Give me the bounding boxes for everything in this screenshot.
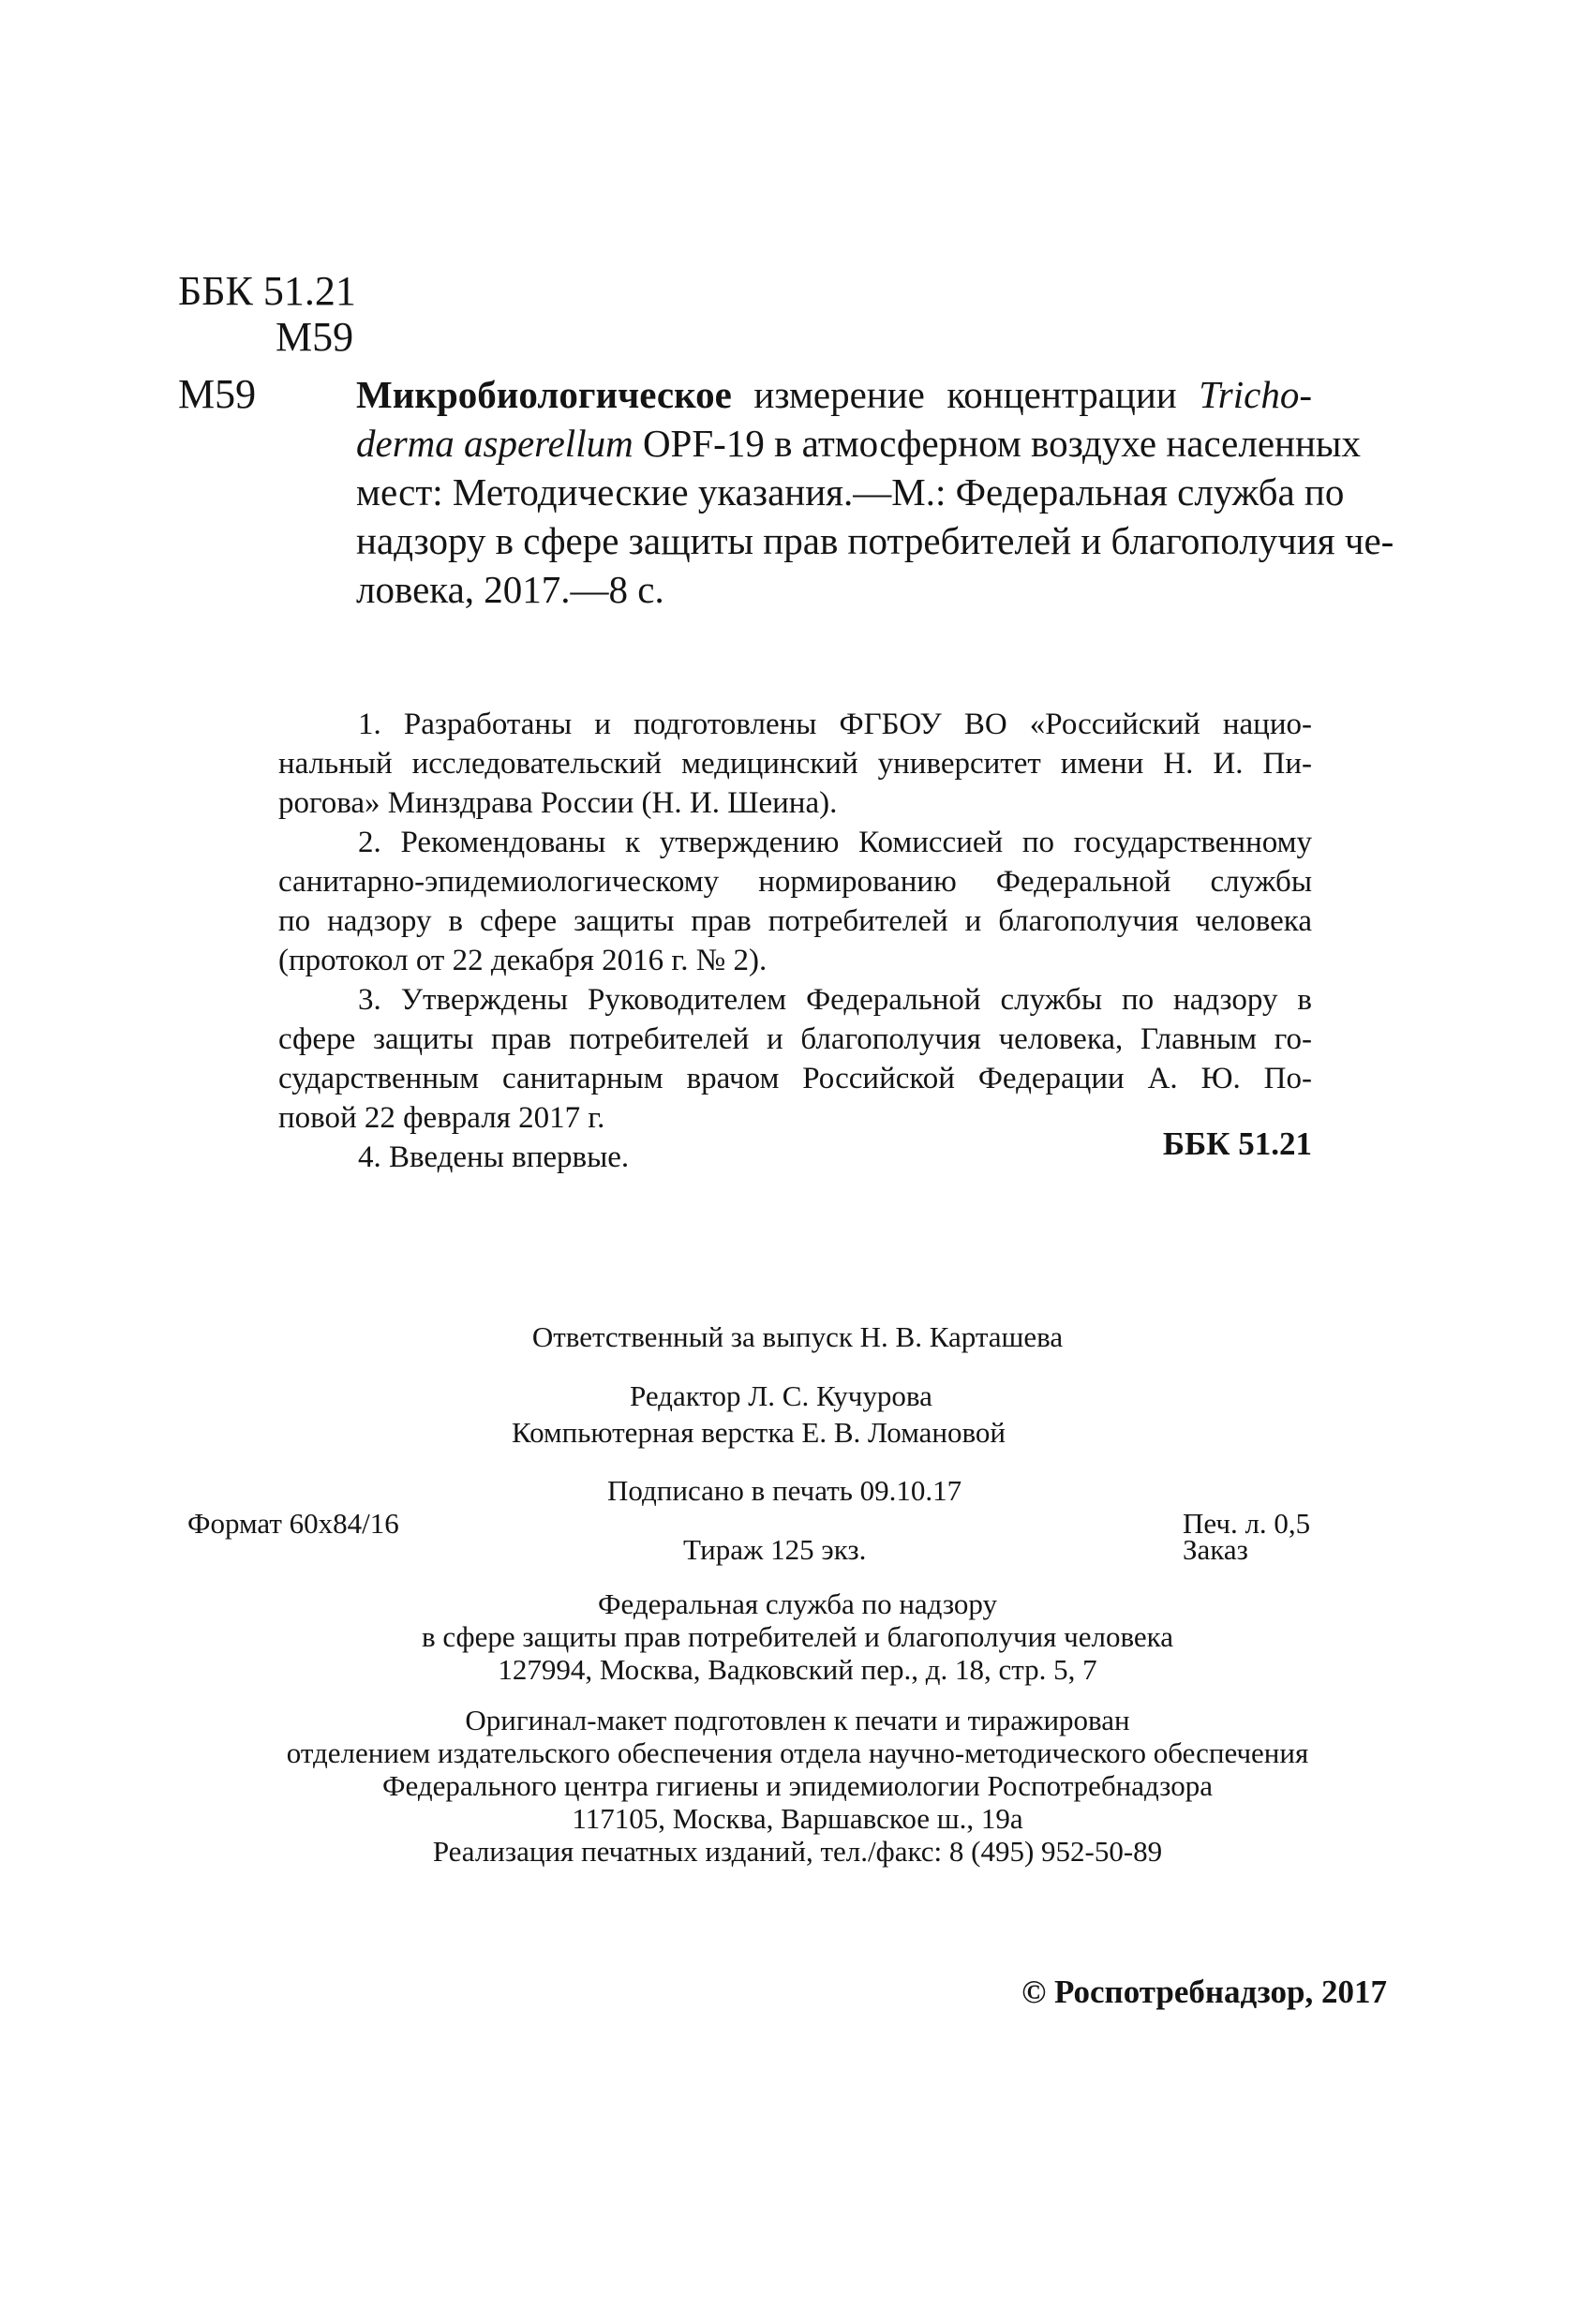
title-line-1-italic: Tricho- <box>1199 373 1312 416</box>
note-4-line-1: 4. Введены впервые. <box>358 1140 630 1174</box>
imprint-layout: Компьютерная верстка Е. В. Ломановой <box>512 1416 1006 1449</box>
imprint-editor: Редактор Л. С. Кучурова <box>630 1379 932 1412</box>
note-1-line-1: 1. Разработаны и подготовлены ФГБОУ ВО «Российский нацио- <box>358 708 1312 741</box>
publisher-line-3: 127994, Москва, Вадковский пер., д. 18, стр. 5, 7 <box>498 1653 1097 1686</box>
publisher-line-1: Федеральная служба по надзору <box>598 1587 997 1620</box>
note-3-line-3: сударственным санитарным врачом Российской Федерации А. Ю. По- <box>278 1062 1312 1095</box>
original-layout-line-2: отделением издательского обеспечения отдела научно-методического обеспечения <box>286 1736 1309 1769</box>
imprint-responsible: Ответственный за выпуск Н. В. Карташева <box>531 1320 1064 1353</box>
title-bold-word: Микробиологическое <box>356 373 732 416</box>
imprint-format: Формат 60х84/16 <box>187 1507 399 1540</box>
imprint-sheets: Печ. л. 0,5 <box>1183 1507 1311 1540</box>
imprint-run: Тираж 125 экз. <box>683 1533 867 1566</box>
original-layout-line-3: Федерального центра гигиены и эпидемиологии Роспотребнадзора <box>382 1769 1213 1802</box>
title-line-2 <box>356 419 1361 468</box>
title-line-4: надзору в сфере защиты прав потребителей и благополучия че- <box>356 519 1394 562</box>
development-notes <box>278 705 1312 1177</box>
author-code-top: М59 <box>276 314 354 360</box>
note-3-line-2: сфере защиты прав потребителей и благополучия человека, Главным го- <box>278 1022 1312 1056</box>
original-layout-line-5: Реализация печатных изданий, тел./факс: 8 (495) 952-50-89 <box>432 1835 1163 1868</box>
publisher-line-2: в сфере защиты прав потребителей и благополучия человека <box>421 1620 1174 1653</box>
note-3-line-1: 3. Утверждены Руководителем Федеральной службы по надзору в <box>358 983 1312 1017</box>
title-line-5: ловека, 2017.—8 с. <box>356 568 664 611</box>
note-2-line-3: по надзору в сфере защиты прав потребителей и благополучия человека <box>278 904 1312 938</box>
author-code-left: М59 <box>178 371 257 417</box>
title-line-3: мест: Методические указания.—М.: Федеральная служба по <box>356 470 1345 514</box>
bbk-code-top: ББК 51.21 <box>178 268 356 314</box>
note-3-line-4: повой 22 февраля 2017 г. <box>278 1101 605 1135</box>
note-2-line-2: санитарно-эпидемиологическому нормированию Федеральной службы <box>278 865 1312 899</box>
imprint-signed: Подписано в печать 09.10.17 <box>607 1474 962 1507</box>
bbk-code-right: ББК 51.21 <box>1162 1125 1312 1162</box>
title-line-2-italic: derma asperellum <box>356 422 634 465</box>
note-2-line-1: 2. Рекомендованы к утверждению Комиссией по государственному <box>358 826 1312 859</box>
imprint-order: Заказ <box>1183 1533 1248 1566</box>
title-line-1-text: измерение концентрации <box>731 373 1200 416</box>
title-line-1 <box>356 370 1312 419</box>
bibliographic-description <box>356 370 1394 614</box>
original-layout-line-4: 117105, Москва, Варшавское ш., 19а <box>572 1802 1023 1835</box>
original-layout-line-1: Оригинал-макет подготовлен к печати и тиражирован <box>465 1704 1130 1736</box>
title-line-2-text: OPF-19 в атмосферном воздухе населенных <box>633 422 1361 465</box>
copyright-notice: © Роспотребнадзор, 2017 <box>1021 1974 1387 2010</box>
note-1-line-2: нальный исследовательский медицинский университет имени Н. И. Пи- <box>278 747 1312 781</box>
note-2-line-4: (протокол от 22 декабря 2016 г. № 2). <box>278 944 768 977</box>
note-1-line-3: рогова» Минздрава России (Н. И. Шеина). <box>278 786 838 820</box>
